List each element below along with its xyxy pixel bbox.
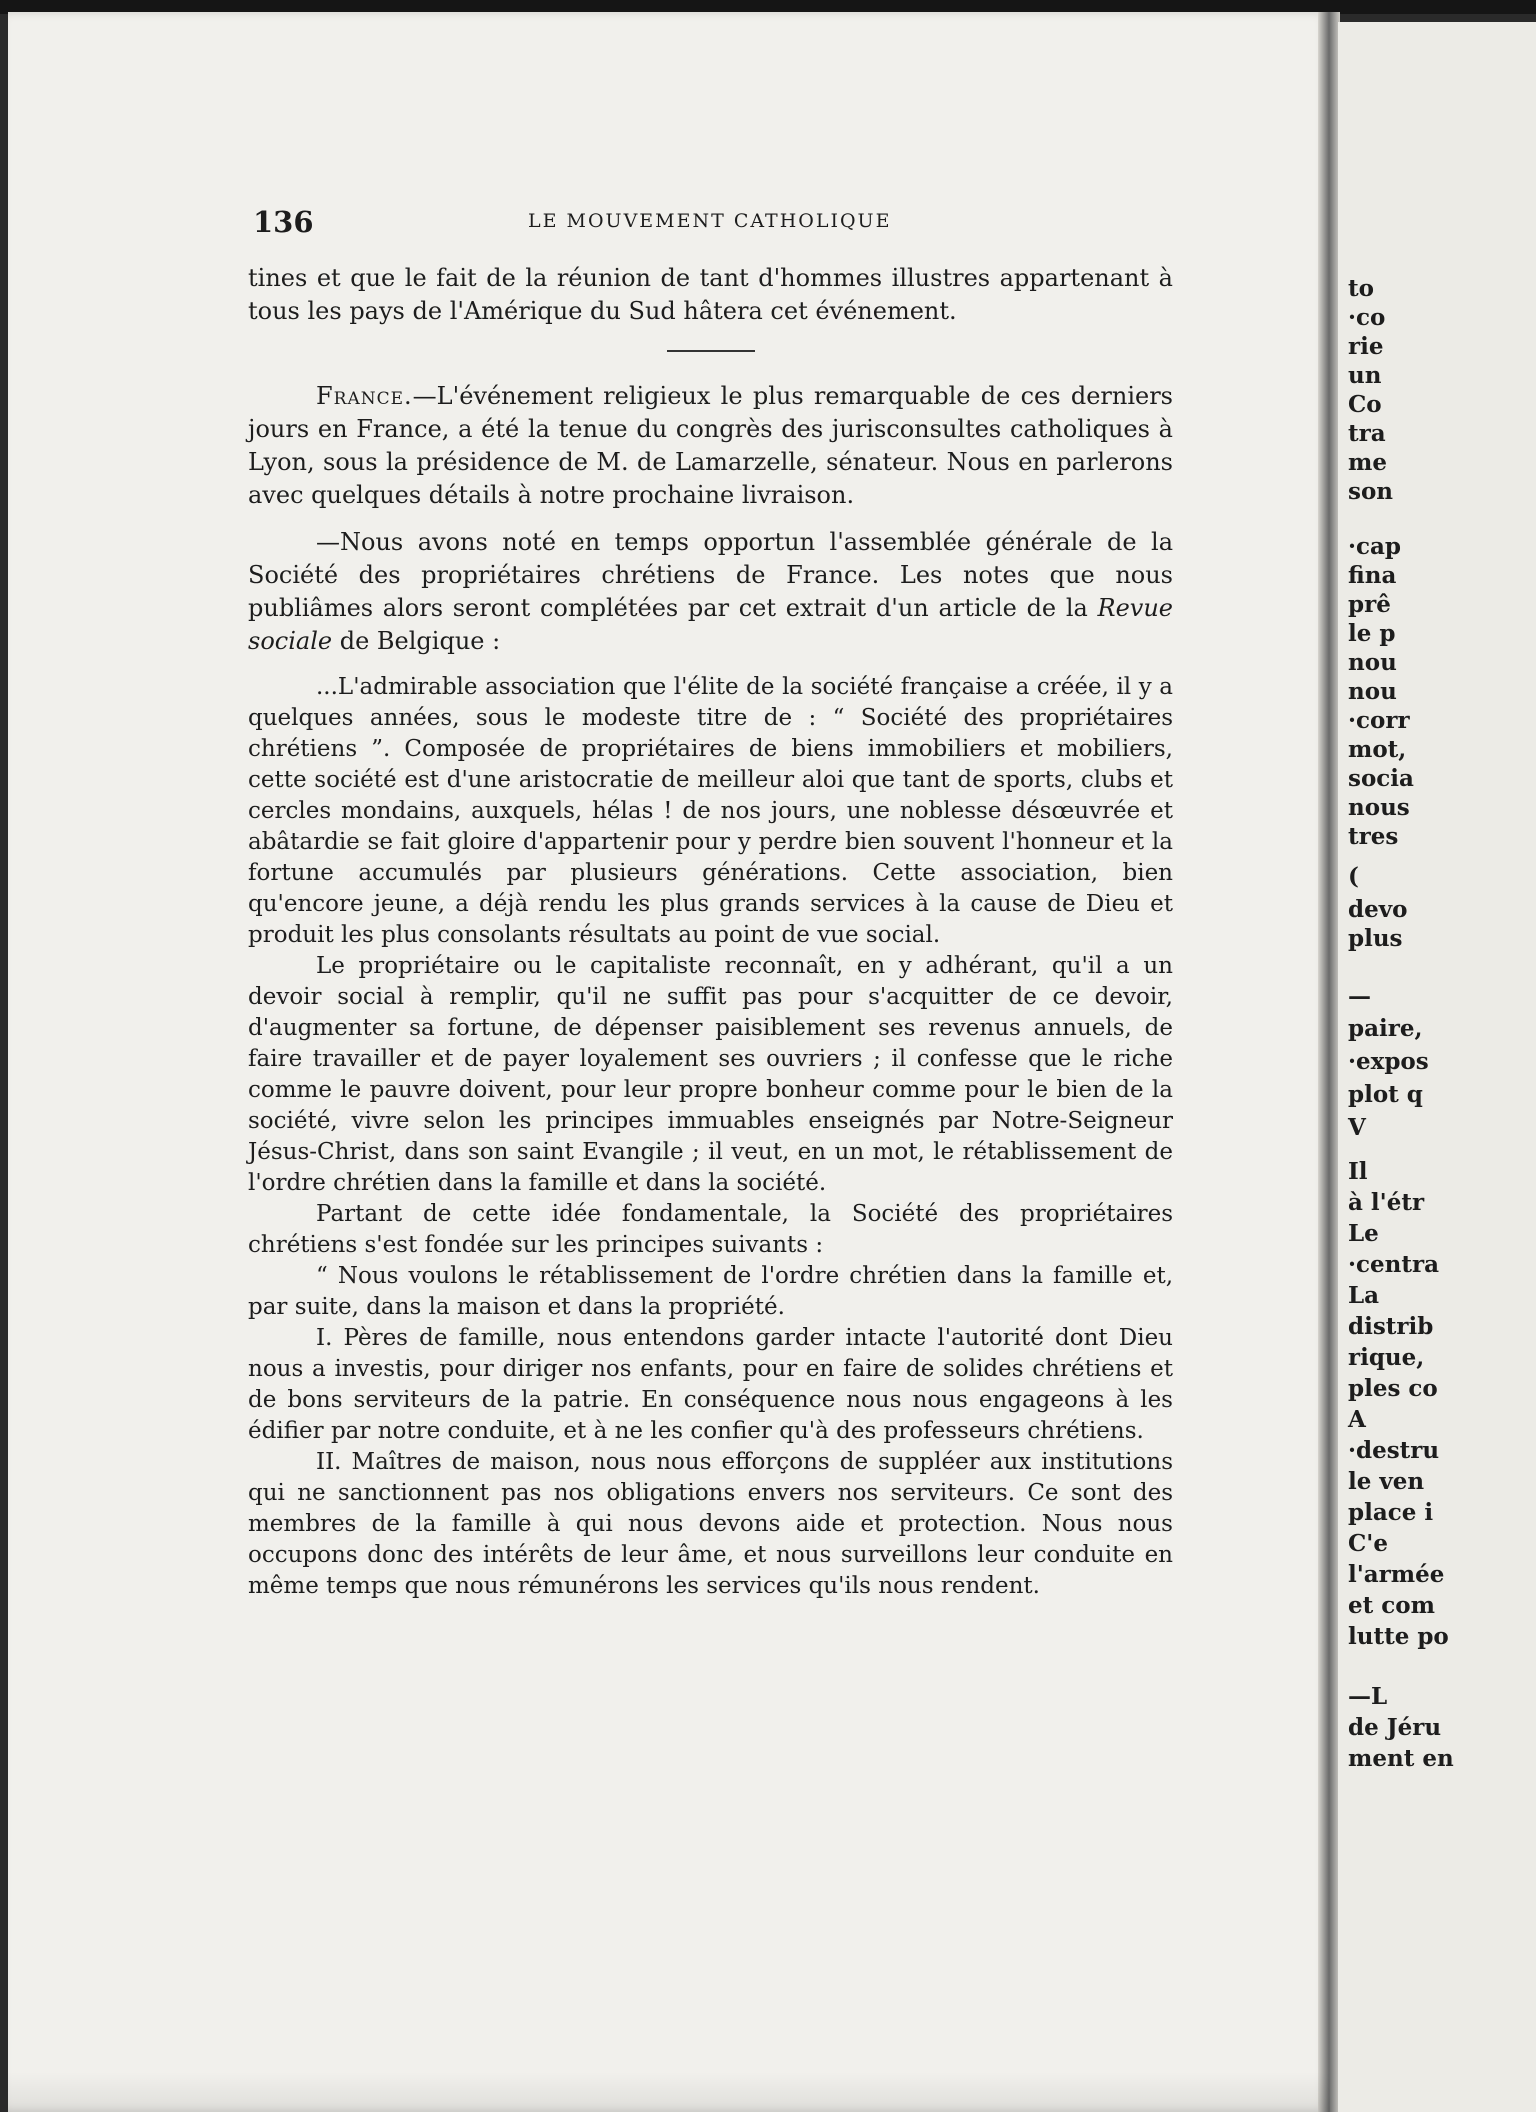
societe-text-before: —Nous avons noté en temps opportun l'assemblée générale de la Société des propriétaires chrétiens de France. Les notes que nous publiâmes alors seront complétées par cet extrait d'un article de la [248,528,1173,622]
right-page-line: ·destru [1348,1437,1440,1464]
quote-paragraph-4: “ Nous voulons le rétablissement de l'ordre chrétien dans la famille et, par suite, dans la maison et dans la propriété. [248,1263,1173,1320]
right-page-line: Le [1348,1220,1379,1247]
right-page-line: rique, [1348,1344,1425,1371]
right-page-line: ples co [1348,1375,1438,1402]
right-page-edge [1338,22,1536,2112]
societe-paragraph [248,526,1173,658]
right-page-line: to [1348,275,1374,302]
intro-paragraph: tines et que le fait de la réunion de tant d'hommes illustres appartenant à tous les pays de l'Amérique du Sud hâtera cet événement. [248,264,1173,325]
right-page-line: A [1348,1406,1366,1433]
right-page-line: devo [1348,896,1408,923]
quote-paragraph-6: II. Maîtres de maison, nous nous efforçons de suppléer aux institutions qui ne sanctionnent pas nos obligations envers nos serviteurs. Ce sont des membres de la famille à qui nous devons aide et protection. Nous nous occupons donc des intérêts de leur âme, et nous surveillons leur conduite en même temps que nous rémunérons les services qu'ils nous rendent. [248,1449,1173,1599]
right-page-line: ·co [1348,304,1386,331]
right-page-line: fina [1348,562,1397,589]
right-page-line: mot, [1348,736,1407,763]
right-page-line: nous [1348,794,1410,821]
france-text: —L'événement religieux le plus remarquable de ces derniers jours en France, a été la tenue du congrès des jurisconsultes catholiques à Lyon, sous la présidence de M. de Lamarzelle, sénateur. Nous en parlerons avec quelques détails à notre prochaine livraison. [248,382,1173,509]
right-page-line: prê [1348,591,1391,618]
quote-paragraph-1: ...L'admirable association que l'élite de la société française a créée, il y a quelques années, sous le modeste titre de : “ Société des propriétaires chrétiens ”. Composée de propriétaires de biens immobiliers et mobiliers, cette société est d'une aristocratie de meilleur aloi que tant de sports, clubs et cercles mondains, auxquels, hélas ! de nos jours, une noblesse désœuvrée et abâtardie se fait gloire d'appartenir pour y perdre bien souvent l'honneur et la fortune accumulés par plusieurs générations. Cette association, bien qu'encore jeune, a déjà rendu les plus grands services à la cause de Dieu et produit les plus consolants résultats au point de vue social. [248,674,1173,948]
right-page-line: Co [1348,391,1382,418]
section-separator [667,350,755,352]
right-page-line: nou [1348,649,1397,676]
right-page-line: tres [1348,823,1399,850]
right-page-line: tra [1348,420,1386,447]
right-page-line: et com [1348,1592,1435,1619]
right-page-line: socia [1348,765,1414,792]
right-page-line: paire, [1348,1015,1423,1042]
right-page-line: Il [1348,1158,1368,1185]
article-body [248,262,1173,1602]
right-page-line: ·cap [1348,533,1401,560]
right-page-line: lutte po [1348,1623,1449,1650]
right-page-line: le ven [1348,1468,1425,1495]
right-page-line: —L [1348,1683,1388,1710]
quote-paragraph-3: Partant de cette idée fondamentale, la Société des propriétaires chrétiens s'est fondée sur les principes suivants : [248,1201,1173,1258]
right-page-line: ·expos [1348,1048,1429,1075]
revue-sociale-title: Revue sociale [248,594,1173,655]
right-page-line: V [1348,1114,1366,1141]
right-page-line: son [1348,478,1394,505]
france-label: France. [316,382,413,410]
page-header [253,205,1173,239]
right-page-line: l'armée [1348,1561,1445,1588]
right-page-line: de Jéru [1348,1714,1442,1741]
running-title: LE MOUVEMENT CATHOLIQUE [528,210,892,232]
page-bottom-shade [8,2072,1330,2112]
right-page-line: plot q [1348,1081,1423,1108]
right-page-line: ( [1348,863,1359,890]
page-number: 136 [253,205,314,239]
right-page-line: le p [1348,620,1396,647]
book-gutter [1318,12,1340,2112]
right-page-line: nou [1348,678,1397,705]
right-page-line: ·centra [1348,1251,1440,1278]
france-paragraph [248,380,1173,512]
right-page-line: plus [1348,925,1403,952]
right-page-line: distrib [1348,1313,1434,1340]
right-page-line: un [1348,362,1382,389]
right-page-line: ·corr [1348,707,1410,734]
right-page-line: rie [1348,333,1384,360]
right-page-line: — [1348,983,1371,1010]
quote-paragraph-5: I. Pères de famille, nous entendons garder intacte l'autorité dont Dieu nous a investis, pour diriger nos enfants, pour en faire de solides chrétiens et de bons serviteurs de la patrie. En conséquence nous nous engageons à les édifier par notre conduite, et à ne les confier qu'à des professeurs chrétiens. [248,1325,1173,1444]
right-page-line: C'e [1348,1530,1388,1557]
right-page-line: à l'étr [1348,1189,1425,1216]
right-page-line: place i [1348,1499,1434,1526]
quoted-article [248,672,1173,1602]
quote-paragraph-2: Le propriétaire ou le capitaliste reconnaît, en y adhérant, qu'il a un devoir social à remplir, qu'il ne suffit pas pour s'acquitter de ce devoir, d'augmenter sa fortune, de dépenser paisiblement ses revenus annuels, de faire travailler et de payer loyalement ses ouvriers ; il confesse que le riche comme le pauvre doivent, pour leur propre bonheur comme pour le bien de la société, vivre selon les principes immuables enseignés par Notre-Seigneur Jésus-Christ, dans son saint Evangile ; il veut, en un mot, le rétablissement de l'ordre chrétien dans la famille et dans la société. [248,953,1173,1196]
societe-text-after: de Belgique : [332,627,501,655]
right-page-line: me [1348,449,1387,476]
left-page [8,12,1330,2112]
right-page-line: ment en [1348,1745,1454,1772]
right-page-line: La [1348,1282,1380,1309]
